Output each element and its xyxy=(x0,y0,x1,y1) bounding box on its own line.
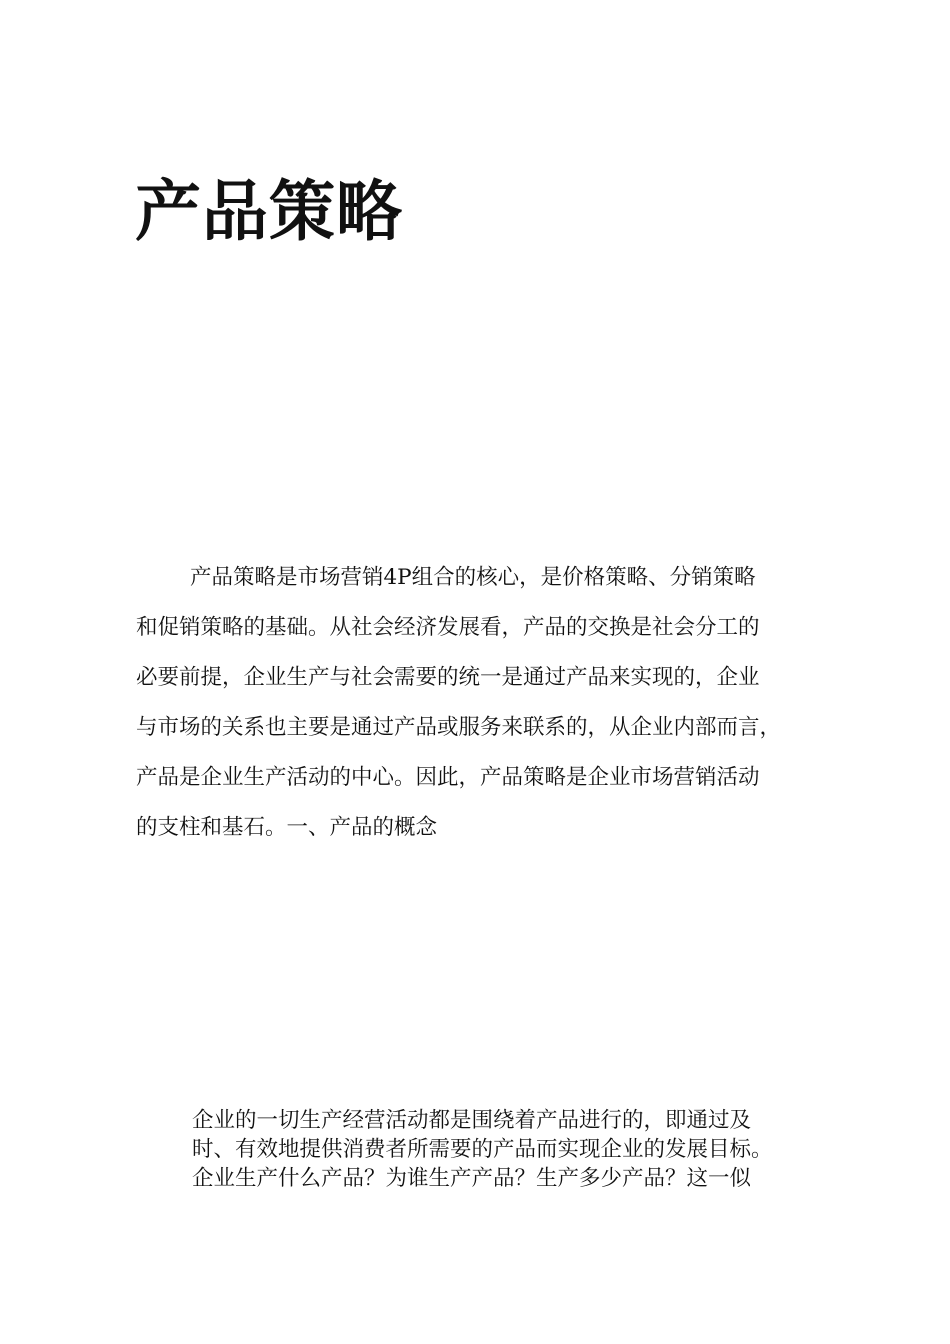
paragraph-line: 时、有效地提供消费者所需要的产品而实现企业的发展目标。 xyxy=(192,1137,773,1162)
paragraph-line: 和促销策略的基础。从社会经济发展看，产品的交换是社会分工的 xyxy=(136,615,760,640)
paragraph-line: 企业生产什么产品？为谁生产产品？生产多少产品？这一似 xyxy=(192,1166,752,1191)
paragraph-line: 与市场的关系也主要是通过产品或服务来联系的，从企业内部而言， xyxy=(136,715,782,740)
body-paragraph xyxy=(192,1106,832,1193)
paragraph-line: 产品是企业生产活动的中心。因此，产品策略是企业市场营销活动 xyxy=(136,765,760,790)
paragraph-line: 产品策略是市场营销4P组合的核心，是价格策略、分销策略 xyxy=(190,565,756,590)
intro-paragraph xyxy=(136,553,836,853)
paragraph-line: 企业的一切生产经营活动都是围绕着产品进行的，即通过及 xyxy=(192,1108,752,1133)
paragraph-line: 的支柱和基石。一、产品的概念 xyxy=(136,815,438,840)
document-title: 产品策略 xyxy=(135,173,403,250)
paragraph-line: 必要前提，企业生产与社会需要的统一是通过产品来实现的，企业 xyxy=(136,665,760,690)
